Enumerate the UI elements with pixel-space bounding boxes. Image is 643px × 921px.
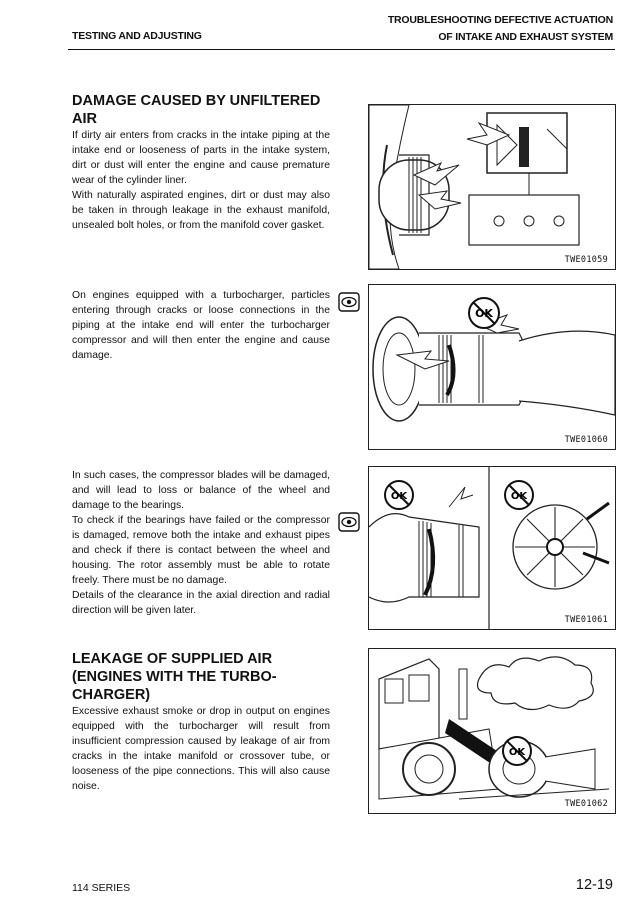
illustration-machine-smoke [369,649,615,813]
paragraph: In such cases, the compressor blades will be damaged, and will lead to loss or balance of the wheel and damage to the bearings. [72,470,330,511]
heading-line: CHARGER) [72,687,151,703]
paragraph: Excessive exhaust smoke or drop in output on engines equipped with the turbocharger will result from insufficient compression caused by leakage of air from cracks in the intake manifold or crossover tube, or looseness of the pipe connections. This will also cause noise. [72,706,330,792]
figure-code: TWE01061 [564,615,608,625]
figure-smoke-leakage [368,648,616,814]
svg-text:OK: OK [475,307,493,320]
heading-line: (ENGINES WITH THE TURBO- [72,669,277,685]
eye-warning-icon [338,292,360,312]
heading-line: DAMAGE CAUSED BY UNFILTERED [72,93,321,109]
illustration-turbo-compressor [369,285,615,449]
paragraph: Details of the clearance in the axial direction and radial direction will be given later. [72,590,330,616]
paragraph-block-2 [72,288,330,363]
svg-text:OK: OK [390,491,408,502]
figure-code: TWE01059 [564,255,608,265]
heading-line: AIR [72,111,97,127]
paragraph-block-1 [72,128,330,233]
figure-code: TWE01060 [564,435,608,445]
header-rule [68,49,615,50]
paragraph-block-4 [72,704,330,794]
paragraph: On engines equipped with a turbocharger, particles entering through cracks or loose connections in the piping at the intake end will enter the turbocharger compressor and will then enter the engine and cause damage. [72,290,330,361]
header-chapter-line1: TROUBLESHOOTING DEFECTIVE ACTUATION [387,14,613,26]
eye-warning-icon [338,512,360,532]
header-chapter-title [388,12,613,46]
svg-text:OK: OK [510,491,528,502]
figure-turbo-intake [368,284,616,450]
heading-unfiltered-air [72,92,334,128]
header-section-title: TESTING AND ADJUSTING [72,30,202,42]
paragraph: To check if the bearings have failed or the compressor is damaged, remove both the intake and exhaust pipes and check if there is contact between the wheel and housing. The rotor assembly must be able to rotate freely. There must be no damage. [72,515,330,586]
heading-line: LEAKAGE OF SUPPLIED AIR [72,651,273,667]
figure-compressor-damage [368,466,616,630]
footer-series: 114 SERIES [72,882,131,894]
illustration-intake-pipe [369,105,615,269]
paragraph-block-3 [72,468,330,618]
page-number: 12-19 [575,877,613,893]
svg-text:OK: OK [508,747,526,758]
figure-code: TWE01062 [564,799,608,809]
figure-intake-dirt [368,104,616,270]
paragraph: If dirty air enters from cracks in the intake piping at the intake end or looseness of parts in the intake system, dirt or dust will enter the engine and cause premature wear of the cylinder liner. [72,130,330,186]
illustration-compressor-wheel [369,467,615,629]
heading-supplied-air-leakage [72,650,334,704]
header-chapter-line2: OF INTAKE AND EXHAUST SYSTEM [438,31,613,43]
paragraph: With naturally aspirated engines, dirt or dust may also be taken in through leakage in the exhaust manifold, unsealed bolt holes, or from the manifold cover gasket. [72,190,330,231]
